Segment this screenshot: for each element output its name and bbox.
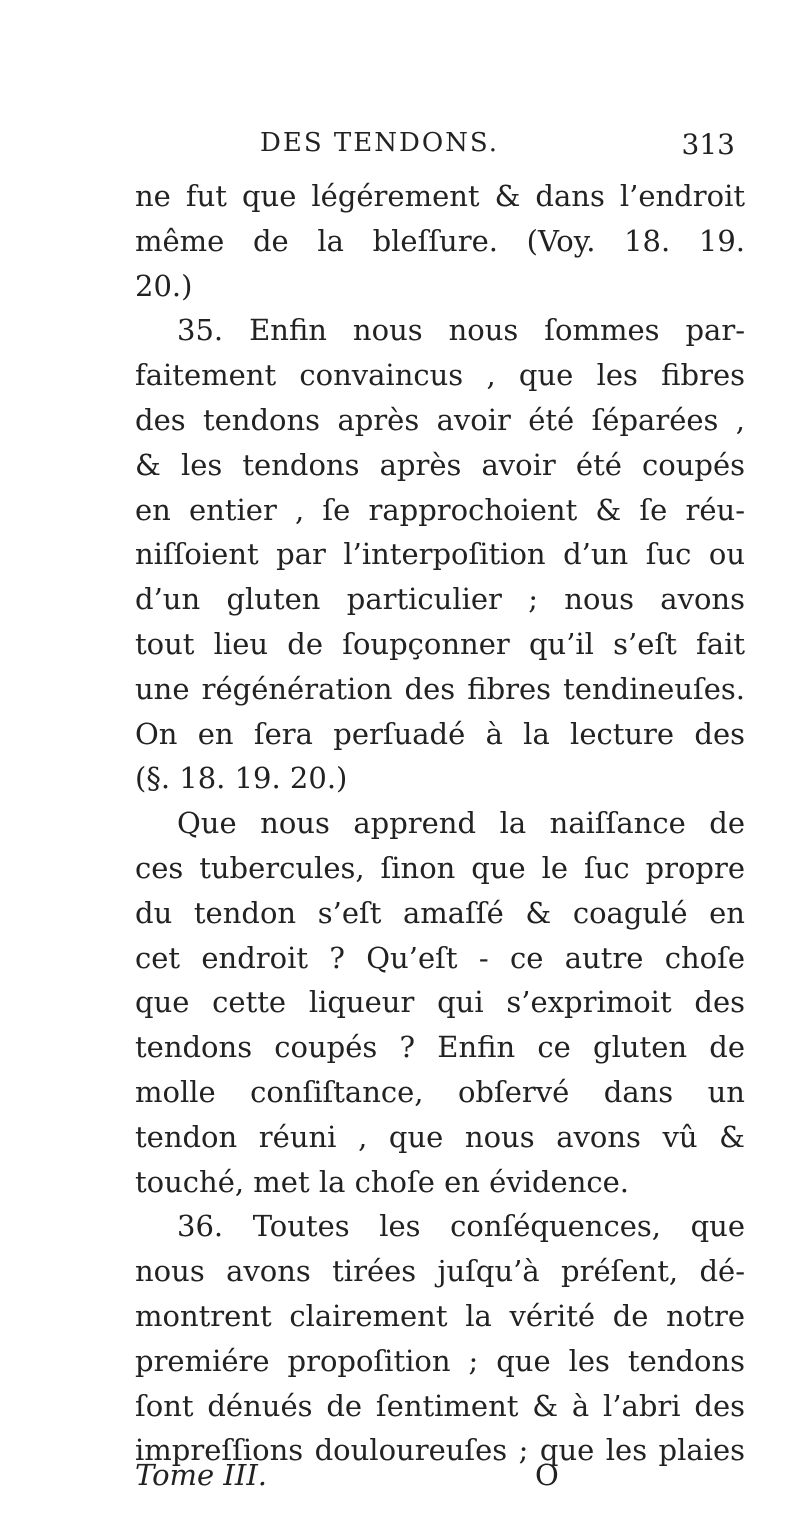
text-line: d’un gluten particulier ; nous avons — [135, 582, 745, 617]
text-line: montrent clairement la vérité de notre — [135, 1298, 745, 1333]
text-line: des tendons après avoir été ſéparées , — [135, 402, 745, 437]
text-line: du tendon s’eſt amaſſé & coagulé en — [135, 895, 745, 930]
text-line: impreſſions douloureuſes ; que les plaies — [135, 1433, 745, 1468]
text-line: tendons coupés ? Enfin ce gluten de — [135, 1030, 745, 1065]
text-line: premiére propoſition ; que les tendons — [135, 1343, 745, 1378]
text-line: 20.) — [135, 268, 193, 303]
text-line: même de la bleſſure. (Voy. 18. 19. — [135, 223, 745, 258]
text-line: (§. 18. 19. 20.) — [135, 761, 348, 796]
text-line: nous avons tirées juſqu’à préſent, dé- — [135, 1254, 745, 1289]
body-text — [135, 174, 745, 1473]
text-line: ces tubercules, ſinon que le ſuc propre — [135, 850, 745, 885]
page-footer — [135, 1458, 725, 1502]
running-head: DES TENDONS. — [260, 128, 500, 158]
text-line: 36. Toutes les conſéquences, que — [177, 1209, 745, 1244]
text-line: ne fut que légérement & dans l’endroit — [135, 179, 745, 213]
text-line: ſont dénués de ſentiment & à l’abri des — [135, 1388, 745, 1423]
signature-mark: O — [535, 1458, 559, 1492]
text-line: en entier , ſe rapprochoient & ſe réu- — [135, 492, 745, 527]
text-line: molle conſiſtance, obſervé dans un — [135, 1074, 745, 1109]
text-line: niſſoient par l’interpoſition d’un ſuc ou — [135, 537, 745, 572]
text-line: & les tendons après avoir été coupés — [135, 447, 745, 482]
page-number: 313 — [681, 128, 735, 161]
text-line: touché, met la choſe en évidence. — [135, 1164, 630, 1199]
text-line: une régénération des fibres tendineuſes. — [135, 671, 745, 706]
text-line: 35. Enfin nous nous ſommes par- — [177, 313, 745, 348]
text-line: faitement convaincus , que les fibres — [135, 358, 745, 393]
text-line: tout lieu de ſoupçonner qu’il s’eſt fait — [135, 626, 745, 661]
page-header — [135, 128, 735, 172]
text-line: On en ſera perſuadé à la lecture des — [135, 716, 745, 751]
text-line: tendon réuni , que nous avons vû & — [135, 1119, 745, 1154]
volume-label: Tome III. — [135, 1458, 268, 1492]
text-line: Que nous apprend la naiſſance de — [177, 806, 745, 841]
text-line: cet endroit ? Qu’eſt - ce autre choſe — [135, 940, 745, 975]
text-line: que cette liqueur qui s’exprimoit des — [135, 985, 745, 1020]
